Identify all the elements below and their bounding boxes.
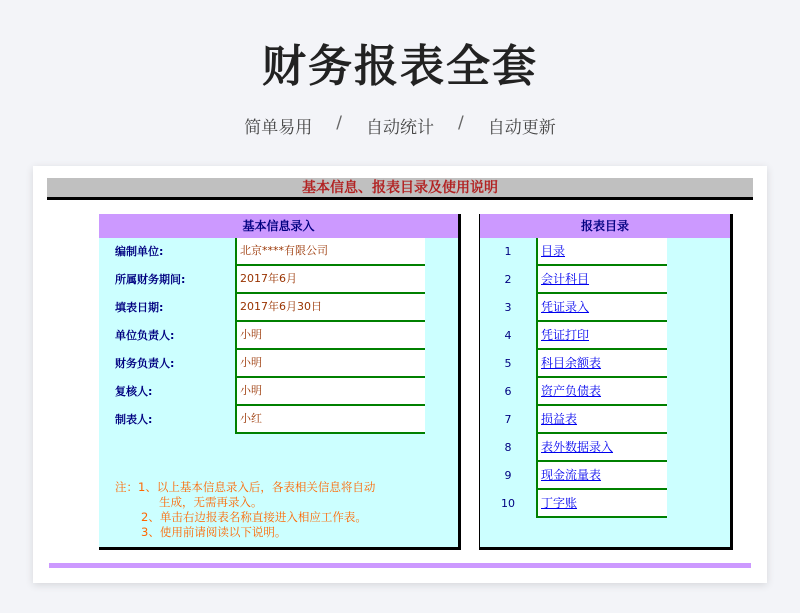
report-toc-header: 报表目录 <box>480 214 730 238</box>
toc-link-voucher-entry[interactable]: 凭证录入 <box>536 294 667 322</box>
info-label: 复核人: <box>115 385 153 398</box>
page-title: 财务报表全套 <box>262 41 538 92</box>
feature-item: 自动统计 <box>366 118 434 138</box>
info-row-period <box>99 266 459 294</box>
toc-row <box>480 490 730 518</box>
basic-info-header: 基本信息录入 <box>99 214 458 238</box>
info-row-date <box>99 294 459 322</box>
note-line: 2、单击右边报表名称直接进入相应工作表。 <box>141 510 367 524</box>
toc-row <box>480 322 730 350</box>
basic-info-panel <box>99 214 461 550</box>
toc-number: 4 <box>504 329 512 342</box>
toc-number: 7 <box>504 413 512 426</box>
bottom-divider <box>49 563 751 568</box>
toc-link-balance-sheet[interactable]: 资产负债表 <box>536 378 667 406</box>
toc-link-voucher-print[interactable]: 凭证打印 <box>536 322 667 350</box>
note-line: 生成，无需再录入。 <box>159 495 263 509</box>
info-label: 所属财务期间: <box>115 273 186 286</box>
toc-number: 8 <box>504 441 512 454</box>
toc-number: 3 <box>504 301 512 314</box>
feature-list <box>0 113 800 138</box>
info-row-company <box>99 238 459 266</box>
toc-link-offsheet-entry[interactable]: 表外数据录入 <box>536 434 667 462</box>
sheet-title: 基本信息、报表目录及使用说明 <box>47 178 753 200</box>
info-label: 填表日期: <box>115 301 164 314</box>
toc-row <box>480 378 730 406</box>
note-line: 3、使用前请阅读以下说明。 <box>141 525 287 539</box>
info-label: 制表人: <box>115 413 153 426</box>
finance-head-field[interactable]: 小明 <box>235 350 425 378</box>
toc-row <box>480 238 730 266</box>
note-line: 注：1、以上基本信息录入后，各表相关信息将自动 <box>115 480 376 494</box>
toc-link-accounts[interactable]: 会计科目 <box>536 266 667 294</box>
report-toc-panel <box>479 214 733 550</box>
info-label: 财务负责人: <box>115 357 175 370</box>
date-field[interactable]: 2017年6月30日 <box>235 294 425 322</box>
unit-head-field[interactable]: 小明 <box>235 322 425 350</box>
company-field[interactable]: 北京****有限公司 <box>235 238 425 266</box>
preparer-field[interactable]: 小红 <box>235 406 425 434</box>
reviewer-field[interactable]: 小明 <box>235 378 425 406</box>
toc-number: 6 <box>504 385 512 398</box>
period-field[interactable]: 2017年6月 <box>235 266 425 294</box>
spreadsheet-preview <box>33 166 767 583</box>
toc-row <box>480 434 730 462</box>
toc-row <box>480 406 730 434</box>
toc-link-catalog[interactable]: 目录 <box>536 238 667 266</box>
info-row-preparer <box>99 406 459 434</box>
toc-row <box>480 350 730 378</box>
toc-row <box>480 266 730 294</box>
toc-link-cash-flow[interactable]: 现金流量表 <box>536 462 667 490</box>
info-row-finance-head <box>99 350 459 378</box>
info-row-reviewer <box>99 378 459 406</box>
separator: / <box>336 113 342 133</box>
feature-item: 自动更新 <box>487 118 556 138</box>
feature-item: 简单易用 <box>244 118 313 138</box>
toc-link-balance-sheet-accounts[interactable]: 科目余额表 <box>536 350 667 378</box>
toc-row <box>480 462 730 490</box>
toc-link-income-statement[interactable]: 损益表 <box>536 406 667 434</box>
toc-number: 10 <box>501 497 515 510</box>
toc-number: 9 <box>504 469 512 482</box>
toc-number: 1 <box>504 245 512 258</box>
toc-link-t-account[interactable]: 丁字账 <box>536 490 667 518</box>
info-label: 编制单位: <box>115 245 164 258</box>
toc-number: 5 <box>504 357 512 370</box>
toc-row <box>480 294 730 322</box>
toc-number: 2 <box>504 273 512 286</box>
info-label: 单位负责人: <box>115 329 175 342</box>
info-row-unit-head <box>99 322 459 350</box>
separator: / <box>458 113 464 133</box>
